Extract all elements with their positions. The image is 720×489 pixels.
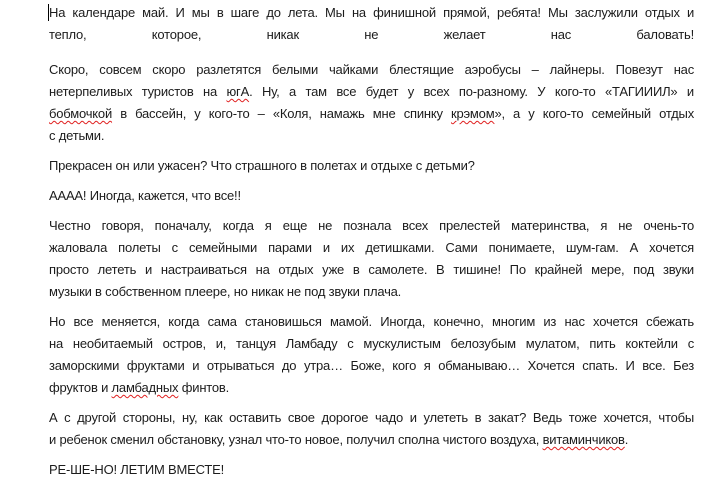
- paragraph: [49, 459, 694, 481]
- text-run: на необитаемый остров, и, танцуя Ламбаду с мускулистым белозубым мулатом, пить коктейли с: [49, 336, 694, 351]
- text-line: [49, 459, 694, 481]
- paragraph: [49, 155, 694, 177]
- misspelled-word[interactable]: югА: [226, 84, 250, 99]
- text-run: с детьми.: [49, 128, 105, 143]
- paragraph: [49, 311, 694, 399]
- text-run: нетерпеливых туристов на: [49, 84, 227, 99]
- misspelled-word[interactable]: витаминчиков: [542, 432, 625, 447]
- text-run: просто лететь и настраиваться на отдых уже в самолете. В тишине! По крайней мере, под звуки: [49, 262, 694, 277]
- misspelled-word[interactable]: ламбадных: [111, 380, 179, 395]
- text-line: [49, 237, 694, 259]
- text-run: фруктов и: [49, 380, 112, 395]
- text-run: Прекрасен он или ужасен? Что страшного в полетах и отдыхе с детьми?: [49, 158, 475, 173]
- text-run: жаловала полеты с семейными парами и их детишками. Сами понимаете, шум-гам. А хочется: [49, 240, 694, 255]
- text-line: [49, 155, 694, 177]
- paragraph: [49, 215, 694, 303]
- paragraph: [49, 59, 694, 147]
- text-run: .: [624, 432, 629, 447]
- text-run: в бассейн, у кого-то – «Коля, намажь мне спинку: [112, 106, 451, 121]
- text-line: [49, 407, 694, 429]
- text-run: . Ну, а там все будет у всех по-разному. У кого-то «ТАГИИИЛ» и: [249, 84, 694, 99]
- text-run: Скоро, совсем скоро разлетятся белыми чайками блестящие аэробусы – лайнеры. Повезут нас: [49, 62, 694, 77]
- text-run: А с другой стороны, ну, как оставить свое дорогое чадо и улететь в закат? Ведь тоже хочется, чтобы: [49, 410, 694, 425]
- text-run: АААА! Иногда, кажется, что все!!: [49, 188, 241, 203]
- text-line: [49, 281, 694, 303]
- text-line: [49, 355, 694, 377]
- text-run: Но все меняется, когда сама становишься мамой. Иногда, конечно, многим из нас хочется сбежать: [49, 314, 694, 329]
- text-line: [49, 429, 694, 451]
- document-body[interactable]: [49, 2, 694, 489]
- misspelled-word[interactable]: бобмочкой: [49, 106, 113, 121]
- text-run: заморскими фруктами и отрываться до утра… Боже, кого я обманываю… Хочется спать. И все. Без: [49, 358, 694, 373]
- text-run: РЕ-ШЕ-НО! ЛЕТИМ ВМЕСТЕ!: [49, 462, 224, 477]
- text-line: [49, 81, 694, 103]
- text-run: музыки в собственном плеере, но никак не под звуки плача.: [49, 284, 402, 299]
- paragraph: [49, 407, 694, 451]
- text-line: [49, 2, 694, 24]
- text-line: [49, 125, 694, 147]
- text-cursor: [48, 4, 49, 21]
- text-run: На календаре май. И мы в шаге до лета. Мы на финишной прямой, ребята! Мы заслужили отдых и: [49, 5, 694, 20]
- misspelled-word[interactable]: крэмом: [450, 106, 495, 121]
- text-line: [49, 333, 694, 355]
- text-line: [49, 185, 694, 207]
- paragraph: [49, 2, 694, 46]
- text-line: [49, 103, 694, 125]
- text-line: [49, 59, 694, 81]
- text-run: Честно говоря, поначалу, когда я еще не познала всех прелестей материнства, я не очень-то: [49, 218, 694, 233]
- text-line: [49, 377, 694, 399]
- text-line: [49, 215, 694, 237]
- text-run: тепло, которое, никак не желает нас баловать!: [49, 27, 694, 42]
- text-line: [49, 24, 694, 46]
- text-run: », а у кого-то семейный отдых: [494, 106, 695, 121]
- text-line: [49, 259, 694, 281]
- text-run: и ребенок сменил обстановку, узнал что-то новое, получил сполна чистого воздуха,: [49, 432, 543, 447]
- text-run: финтов.: [178, 380, 230, 395]
- paragraph: [49, 185, 694, 207]
- text-line: [49, 311, 694, 333]
